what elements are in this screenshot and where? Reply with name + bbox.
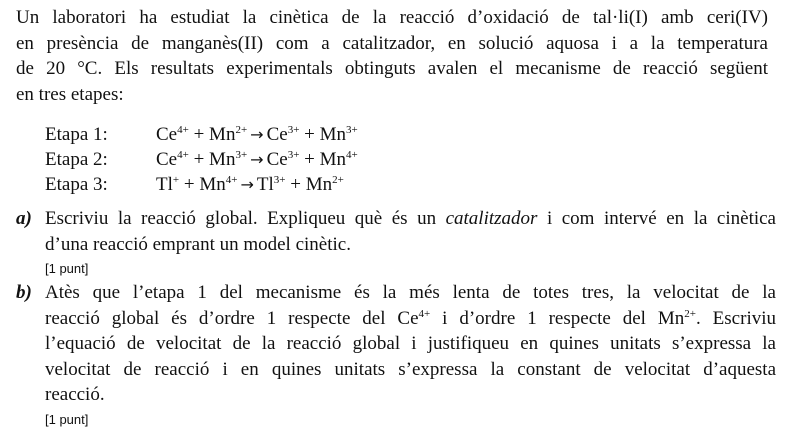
ion-symbol: Ce	[266, 149, 288, 170]
plus-sign: +	[193, 149, 205, 170]
ion-symbol: Mn	[209, 149, 236, 170]
ion-symbol: Tl	[156, 174, 173, 195]
question-line: reacció.	[45, 384, 105, 405]
ion-charge: 4+	[346, 149, 358, 161]
ion-symbol: Mn	[319, 149, 347, 170]
question-letter: a)	[16, 208, 32, 229]
plus-sign: +	[304, 124, 315, 145]
ion-charge: 2+	[684, 307, 697, 320]
question-body	[45, 206, 776, 279]
plus-sign: +	[304, 149, 315, 170]
stage-row	[45, 147, 358, 172]
intro-line: en presència de manganès(II) com a catalitzador, en solució aquosa i a la temperatura	[16, 32, 768, 54]
catalyst-term: catalitzador	[445, 208, 538, 229]
ion-charge: 3+	[273, 174, 286, 186]
stage-row	[45, 122, 358, 147]
stage-label: Etapa 3:	[45, 174, 108, 195]
question-line: l’equació de velocitat de la reacció global i justifiqueu en quines unitats s’expressa la	[45, 333, 776, 354]
ion-charge: 4+	[418, 307, 431, 320]
question-text: i com intervé en la cinètica	[537, 208, 776, 229]
ion-charge: 4+	[177, 149, 189, 161]
ion-symbol: Ce	[397, 307, 419, 329]
ion-charge: 4+	[177, 124, 189, 136]
ion-charge: 4+	[225, 174, 238, 186]
ion-symbol: Mn	[319, 124, 347, 145]
question-text: i d’ordre 1 respecte del	[430, 307, 658, 329]
stage-label: Etapa 1:	[45, 124, 108, 145]
question-text: reacció global és d’ordre 1 respecte del	[45, 307, 398, 329]
plus-sign: +	[183, 174, 195, 195]
question-line: Atès que l’etapa 1 del mecanisme és la més lenta de totes tres, la velocitat de la	[45, 282, 776, 303]
stage-equation	[156, 147, 358, 172]
mechanism-stages	[45, 122, 358, 197]
ion-charge: 3+	[287, 124, 300, 136]
stage-row	[45, 172, 358, 197]
ion-symbol: Mn	[305, 174, 333, 195]
ion-symbol: Ce	[156, 124, 178, 145]
ion-charge: 3+	[287, 149, 300, 161]
question-line	[45, 206, 776, 232]
reaction-arrow-icon: →	[250, 150, 264, 169]
plus-sign: +	[290, 174, 301, 195]
question-text: Escriviu la reacció global. Expliqueu què és un	[45, 208, 446, 229]
ion-charge: 2+	[332, 174, 344, 186]
ion-symbol: Mn	[209, 124, 236, 145]
question-line	[45, 306, 776, 332]
ion-charge: 3+	[346, 124, 358, 136]
ion-symbol: Mn	[657, 307, 685, 329]
ion-symbol: Ce	[266, 124, 288, 145]
points-label: [1 punt]	[45, 411, 89, 427]
question-text: . Escriviu	[696, 307, 776, 329]
ion-symbol: Mn	[199, 174, 226, 195]
intro-line: Un laboratori ha estudiat la cinètica de la reacció d’oxidació de tal·li(I) amb ceri(IV)	[16, 7, 768, 28]
question-letter: b)	[16, 282, 32, 303]
question-line: d’una reacció emprant un model cinètic.	[45, 233, 351, 255]
intro-paragraph	[16, 5, 768, 107]
question-line: velocitat de reacció i en quines unitats s’expressa la constant de velocitat d’aquesta	[45, 358, 776, 380]
ion-charge: 3+	[235, 149, 248, 161]
reaction-arrow-icon: →	[240, 175, 254, 194]
intro-line: de 20 °C. Els resultats experimentals obtinguts avalen el mecanisme de reacció següent	[16, 58, 768, 79]
stage-equation	[156, 172, 344, 197]
intro-line: en tres etapes:	[16, 83, 124, 105]
question-body	[45, 280, 776, 430]
stage-equation	[156, 122, 358, 147]
ion-charge: 2+	[235, 124, 248, 136]
ion-symbol: Ce	[156, 149, 178, 170]
ion-symbol: Tl	[256, 174, 274, 195]
stage-label: Etapa 2:	[45, 149, 108, 170]
points-label: [1 punt]	[45, 261, 89, 276]
reaction-arrow-icon: →	[250, 125, 264, 144]
plus-sign: +	[193, 124, 205, 145]
ion-charge: +	[172, 174, 180, 186]
